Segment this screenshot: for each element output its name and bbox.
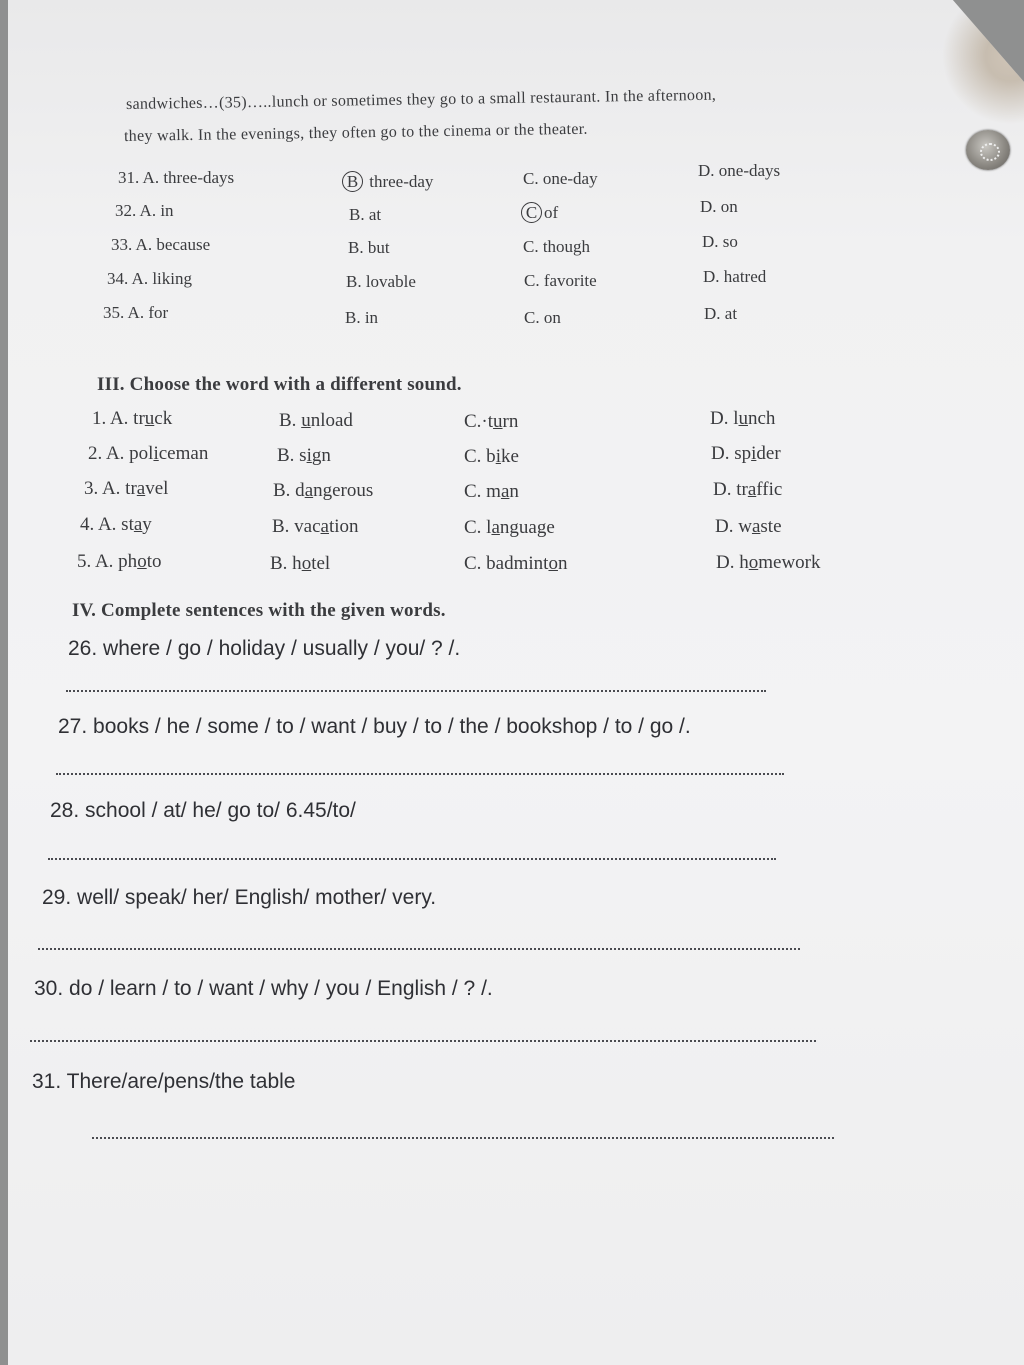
circled-answer-icon: C — [521, 202, 542, 223]
answer-line-31[interactable] — [92, 1137, 834, 1139]
section-3-title: III. Choose the word with a different sound. — [97, 374, 462, 395]
mcq-31-b — [342, 171, 433, 192]
mcq-31-a: 31. A. three-days — [118, 168, 235, 187]
sentence-31-prompt: 31. There/are/pens/the table — [32, 1070, 296, 1093]
mcq-35-d: D. at — [704, 304, 738, 323]
sound-5-c: C. badminton — [464, 553, 568, 574]
mcq-35-c: C. on — [524, 308, 561, 327]
sentence-26-prompt: 26. where / go / holiday / usually / you/ ? /. — [68, 637, 461, 660]
mcq-31-d: D. one-days — [698, 161, 781, 180]
mcq-35-a: 35. A. for — [103, 303, 169, 322]
mcq-33-b: B. but — [348, 238, 390, 257]
button-badge-icon — [966, 130, 1010, 170]
sound-3-d: D. traffic — [713, 479, 783, 500]
sound-2-a: 2. A. policeman — [88, 443, 209, 464]
answer-line-30[interactable] — [30, 1040, 816, 1042]
passage-line-1: sandwiches…(35)…..lunch or sometimes they go to a small restaurant. In the afternoon, — [125, 86, 717, 113]
mcq-33-c: C. though — [523, 237, 591, 256]
sound-5-b: B. hotel — [270, 553, 331, 574]
answer-line-26[interactable] — [66, 690, 766, 692]
sound-2-c: C. bike — [464, 446, 519, 467]
mcq-33-a: 33. A. because — [111, 235, 211, 254]
mcq-34-c: C. favorite — [524, 271, 597, 290]
section-4-title: IV. Complete sentences with the given words. — [72, 600, 446, 621]
paper-stain — [934, 0, 1024, 140]
mcq-32-a: 32. A. in — [115, 201, 174, 220]
mcq-33-d: D. so — [702, 232, 738, 251]
mcq-31-c: C. one-day — [523, 169, 598, 188]
sound-4-c: C. language — [464, 517, 555, 538]
sound-4-d: D. waste — [715, 516, 782, 537]
sound-4-a: 4. A. stay — [80, 514, 152, 535]
passage-line-2: they walk. In the evenings, they often go to the cinema or the theater. — [123, 120, 588, 145]
mcq-34-d: D. hatred — [703, 267, 767, 286]
mcq-31-b-text: three-day — [365, 172, 434, 191]
sound-1-c: C.·turn — [464, 411, 519, 432]
mcq-34-a: 34. A. liking — [107, 269, 193, 288]
mcq-32-b: B. at — [349, 205, 382, 224]
sentence-28-prompt: 28. school / at/ he/ go to/ 6.45/to/ — [50, 799, 356, 822]
sound-4-b: B. vacation — [272, 516, 359, 537]
circled-answer-icon: B — [342, 171, 363, 192]
sound-1-d: D. lunch — [710, 408, 776, 429]
answer-line-29[interactable] — [38, 948, 800, 950]
sound-5-a: 5. A. photo — [77, 551, 162, 572]
mcq-34-b: B. lovable — [346, 272, 416, 291]
sound-2-b: B. sign — [277, 445, 331, 466]
mcq-32-c — [521, 202, 558, 223]
sound-3-c: C. man — [464, 481, 519, 502]
sentence-27-prompt: 27. books / he / some / to / want / buy / to / the / bookshop / to / go /. — [58, 715, 691, 738]
sound-1-b: B. unload — [279, 410, 353, 431]
sound-3-a: 3. A. travel — [84, 478, 169, 499]
sound-1-a: 1. A. truck — [92, 408, 173, 429]
mcq-35-b: B. in — [345, 308, 379, 327]
mcq-32-c-text: of — [544, 203, 559, 222]
answer-line-27[interactable] — [56, 773, 784, 775]
mcq-32-d: D. on — [700, 197, 738, 216]
sentence-29-prompt: 29. well/ speak/ her/ English/ mother/ very. — [42, 886, 437, 909]
sentence-30-prompt: 30. do / learn / to / want / why / you / English / ? /. — [34, 977, 493, 1000]
answer-line-28[interactable] — [48, 858, 776, 860]
sound-2-d: D. spider — [711, 443, 781, 464]
sound-5-d: D. homework — [716, 552, 821, 573]
sound-3-b: B. dangerous — [273, 480, 374, 501]
